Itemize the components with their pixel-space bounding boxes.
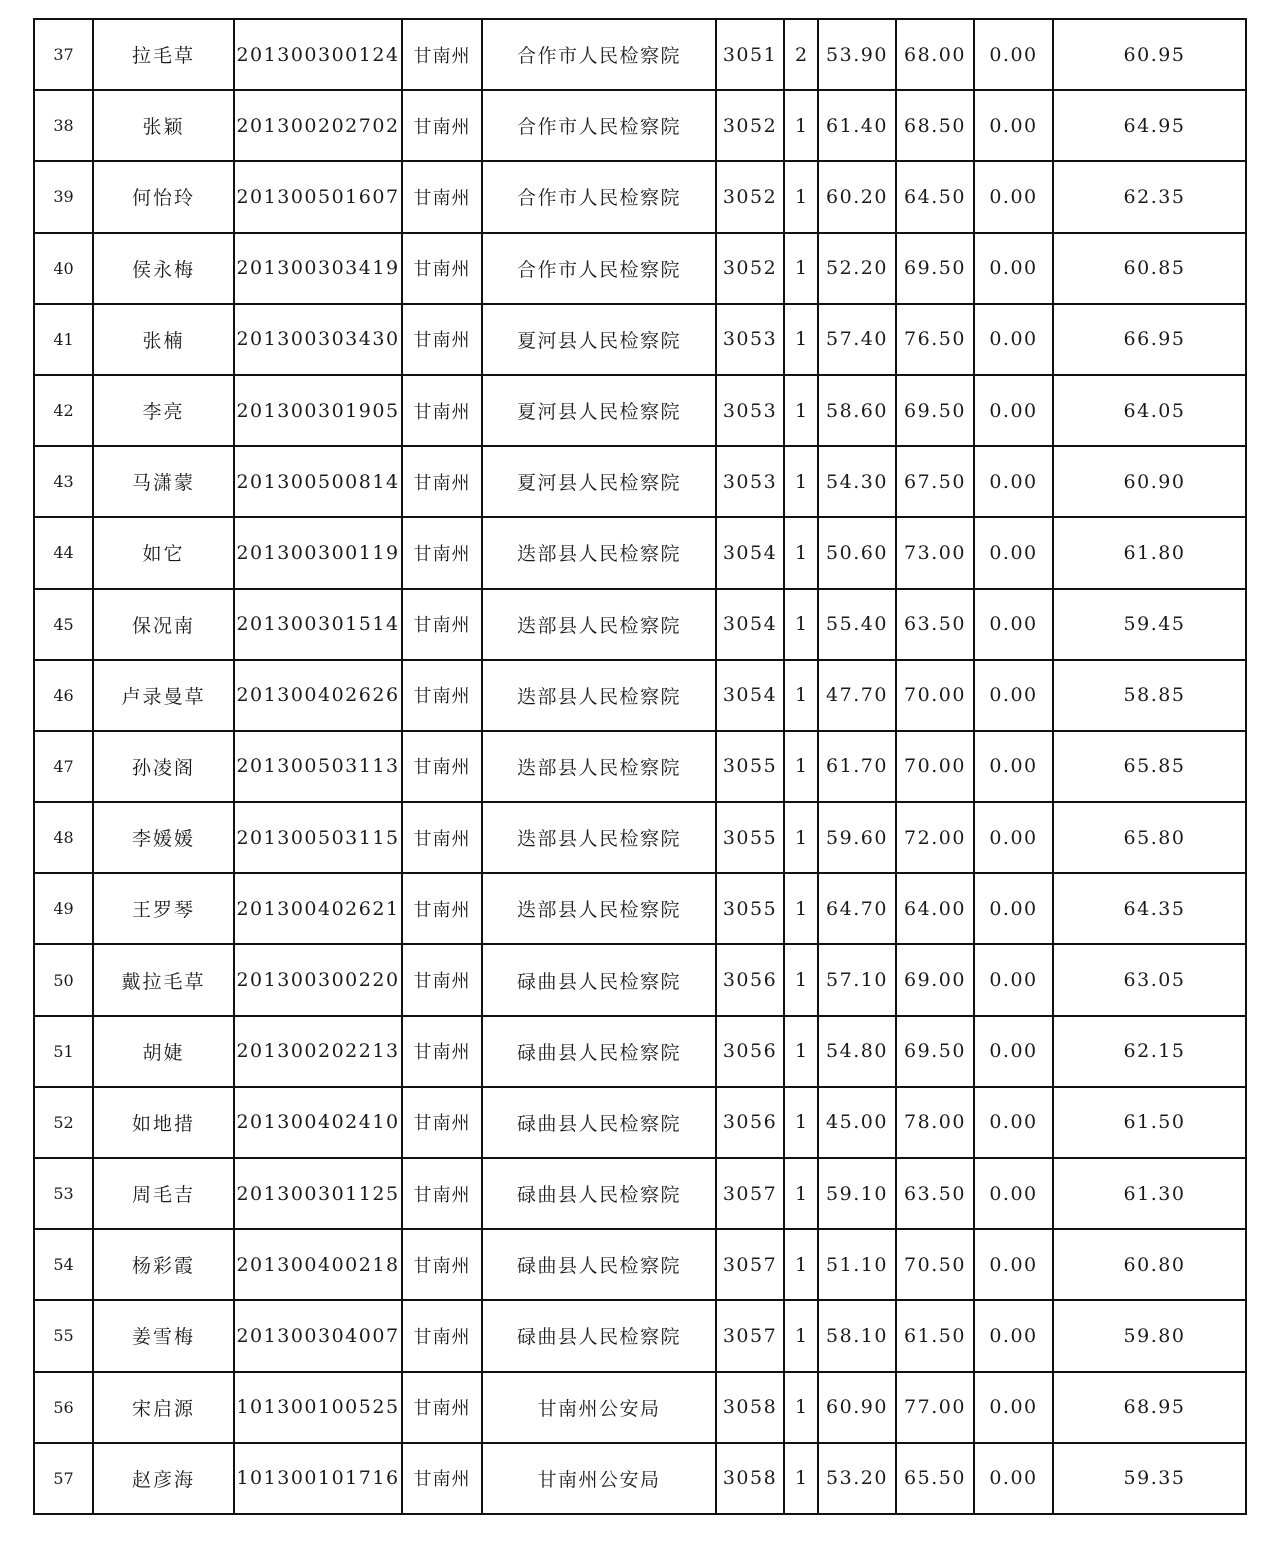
table-row — [34, 1087, 1246, 1158]
total-score-cell: 61.80 — [1053, 517, 1246, 588]
score-table-body — [34, 19, 1246, 1514]
position-code-cell: 3057 — [716, 1300, 784, 1371]
hiring-unit-cell: 甘南州公安局 — [482, 1443, 716, 1514]
candidate-name-cell: 何怡玲 — [93, 161, 234, 232]
written-score-cell: 57.10 — [818, 944, 896, 1015]
exam-id-cell: 201300503115 — [234, 802, 402, 873]
bonus-score-cell: 0.00 — [974, 1443, 1053, 1514]
hiring-unit-cell: 迭部县人民检察院 — [482, 873, 716, 944]
written-score-cell: 54.80 — [818, 1016, 896, 1087]
total-score-cell: 61.50 — [1053, 1087, 1246, 1158]
exam-id-cell: 201300202213 — [234, 1016, 402, 1087]
written-score-cell: 47.70 — [818, 660, 896, 731]
hiring-unit-cell: 夏河县人民检察院 — [482, 304, 716, 375]
table-row — [34, 1016, 1246, 1087]
exam-id-cell: 101300100525 — [234, 1372, 402, 1443]
candidate-name-cell: 杨彩霞 — [93, 1229, 234, 1300]
candidate-name-cell: 胡婕 — [93, 1016, 234, 1087]
position-code-cell: 3054 — [716, 660, 784, 731]
bonus-score-cell: 0.00 — [974, 161, 1053, 232]
position-code-cell: 3053 — [716, 304, 784, 375]
bonus-score-cell: 0.00 — [974, 1087, 1053, 1158]
recruit-count-cell: 1 — [784, 517, 818, 588]
total-score-cell: 63.05 — [1053, 944, 1246, 1015]
hiring-unit-cell: 迭部县人民检察院 — [482, 660, 716, 731]
candidate-name-cell: 马潇蒙 — [93, 446, 234, 517]
position-code-cell: 3052 — [716, 233, 784, 304]
row-number-cell: 56 — [34, 1372, 93, 1443]
exam-id-cell: 101300101716 — [234, 1443, 402, 1514]
total-score-cell: 66.95 — [1053, 304, 1246, 375]
recruit-count-cell: 1 — [784, 446, 818, 517]
prefecture-cell: 甘南州 — [402, 1300, 482, 1371]
row-number-cell: 40 — [34, 233, 93, 304]
table-row — [34, 233, 1246, 304]
row-number-cell: 44 — [34, 517, 93, 588]
position-code-cell: 3057 — [716, 1158, 784, 1229]
bonus-score-cell: 0.00 — [974, 517, 1053, 588]
interview-score-cell: 69.50 — [896, 1016, 974, 1087]
written-score-cell: 55.40 — [818, 589, 896, 660]
exam-id-cell: 201300301125 — [234, 1158, 402, 1229]
recruit-count-cell: 1 — [784, 304, 818, 375]
written-score-cell: 58.10 — [818, 1300, 896, 1371]
total-score-cell: 62.15 — [1053, 1016, 1246, 1087]
position-code-cell: 3058 — [716, 1443, 784, 1514]
total-score-cell: 59.45 — [1053, 589, 1246, 660]
row-number-cell: 48 — [34, 802, 93, 873]
interview-score-cell: 76.50 — [896, 304, 974, 375]
exam-id-cell: 201300303419 — [234, 233, 402, 304]
interview-score-cell: 72.00 — [896, 802, 974, 873]
bonus-score-cell: 0.00 — [974, 589, 1053, 660]
hiring-unit-cell: 迭部县人民检察院 — [482, 517, 716, 588]
total-score-cell: 68.95 — [1053, 1372, 1246, 1443]
candidate-name-cell: 赵彦海 — [93, 1443, 234, 1514]
position-code-cell: 3055 — [716, 802, 784, 873]
total-score-cell: 65.85 — [1053, 731, 1246, 802]
total-score-cell: 60.95 — [1053, 19, 1246, 90]
candidate-name-cell: 李亮 — [93, 375, 234, 446]
candidate-name-cell: 张楠 — [93, 304, 234, 375]
bonus-score-cell: 0.00 — [974, 1300, 1053, 1371]
recruit-count-cell: 1 — [784, 1158, 818, 1229]
interview-score-cell: 61.50 — [896, 1300, 974, 1371]
table-row — [34, 90, 1246, 161]
candidate-name-cell: 如它 — [93, 517, 234, 588]
position-code-cell: 3054 — [716, 517, 784, 588]
candidate-name-cell: 宋启源 — [93, 1372, 234, 1443]
row-number-cell: 43 — [34, 446, 93, 517]
prefecture-cell: 甘南州 — [402, 731, 482, 802]
table-row — [34, 1158, 1246, 1229]
candidate-name-cell: 王罗琴 — [93, 873, 234, 944]
written-score-cell: 50.60 — [818, 517, 896, 588]
interview-score-cell: 70.00 — [896, 660, 974, 731]
prefecture-cell: 甘南州 — [402, 1443, 482, 1514]
row-number-cell: 37 — [34, 19, 93, 90]
exam-id-cell: 201300300124 — [234, 19, 402, 90]
position-code-cell: 3056 — [716, 1087, 784, 1158]
written-score-cell: 53.90 — [818, 19, 896, 90]
total-score-cell: 60.80 — [1053, 1229, 1246, 1300]
hiring-unit-cell: 迭部县人民检察院 — [482, 802, 716, 873]
candidate-name-cell: 周毛吉 — [93, 1158, 234, 1229]
interview-score-cell: 68.50 — [896, 90, 974, 161]
row-number-cell: 49 — [34, 873, 93, 944]
recruit-count-cell: 1 — [784, 802, 818, 873]
hiring-unit-cell: 合作市人民检察院 — [482, 90, 716, 161]
prefecture-cell: 甘南州 — [402, 19, 482, 90]
interview-score-cell: 67.50 — [896, 446, 974, 517]
written-score-cell: 59.10 — [818, 1158, 896, 1229]
bonus-score-cell: 0.00 — [974, 233, 1053, 304]
table-row — [34, 517, 1246, 588]
total-score-cell: 65.80 — [1053, 802, 1246, 873]
total-score-cell: 60.90 — [1053, 446, 1246, 517]
position-code-cell: 3054 — [716, 589, 784, 660]
interview-score-cell: 64.50 — [896, 161, 974, 232]
total-score-cell: 58.85 — [1053, 660, 1246, 731]
table-row — [34, 1229, 1246, 1300]
prefecture-cell: 甘南州 — [402, 660, 482, 731]
recruit-count-cell: 1 — [784, 1372, 818, 1443]
candidate-name-cell: 卢录曼草 — [93, 660, 234, 731]
prefecture-cell: 甘南州 — [402, 446, 482, 517]
recruit-count-cell: 2 — [784, 19, 818, 90]
total-score-cell: 64.05 — [1053, 375, 1246, 446]
hiring-unit-cell: 甘南州公安局 — [482, 1372, 716, 1443]
interview-score-cell: 63.50 — [896, 1158, 974, 1229]
table-row — [34, 161, 1246, 232]
row-number-cell: 53 — [34, 1158, 93, 1229]
table-row — [34, 731, 1246, 802]
bonus-score-cell: 0.00 — [974, 446, 1053, 517]
table-row — [34, 944, 1246, 1015]
hiring-unit-cell: 碌曲县人民检察院 — [482, 944, 716, 1015]
position-code-cell: 3058 — [716, 1372, 784, 1443]
exam-id-cell: 201300301514 — [234, 589, 402, 660]
written-score-cell: 51.10 — [818, 1229, 896, 1300]
hiring-unit-cell: 碌曲县人民检察院 — [482, 1229, 716, 1300]
prefecture-cell: 甘南州 — [402, 1229, 482, 1300]
interview-score-cell: 77.00 — [896, 1372, 974, 1443]
bonus-score-cell: 0.00 — [974, 944, 1053, 1015]
position-code-cell: 3056 — [716, 944, 784, 1015]
hiring-unit-cell: 碌曲县人民检察院 — [482, 1016, 716, 1087]
candidate-name-cell: 保况南 — [93, 589, 234, 660]
table-row — [34, 1372, 1246, 1443]
exam-id-cell: 201300402621 — [234, 873, 402, 944]
score-table-container — [33, 18, 1245, 1515]
row-number-cell: 52 — [34, 1087, 93, 1158]
bonus-score-cell: 0.00 — [974, 1158, 1053, 1229]
hiring-unit-cell: 合作市人民检察院 — [482, 19, 716, 90]
bonus-score-cell: 0.00 — [974, 375, 1053, 446]
position-code-cell: 3056 — [716, 1016, 784, 1087]
row-number-cell: 39 — [34, 161, 93, 232]
candidate-name-cell: 姜雪梅 — [93, 1300, 234, 1371]
bonus-score-cell: 0.00 — [974, 304, 1053, 375]
total-score-cell: 59.35 — [1053, 1443, 1246, 1514]
score-table — [33, 18, 1247, 1515]
written-score-cell: 53.20 — [818, 1443, 896, 1514]
table-row — [34, 375, 1246, 446]
bonus-score-cell: 0.00 — [974, 802, 1053, 873]
interview-score-cell: 65.50 — [896, 1443, 974, 1514]
hiring-unit-cell: 夏河县人民检察院 — [482, 446, 716, 517]
bonus-score-cell: 0.00 — [974, 873, 1053, 944]
written-score-cell: 64.70 — [818, 873, 896, 944]
hiring-unit-cell: 迭部县人民检察院 — [482, 731, 716, 802]
candidate-name-cell: 侯永梅 — [93, 233, 234, 304]
recruit-count-cell: 1 — [784, 873, 818, 944]
exam-id-cell: 201300503113 — [234, 731, 402, 802]
interview-score-cell: 69.00 — [896, 944, 974, 1015]
written-score-cell: 60.20 — [818, 161, 896, 232]
written-score-cell: 45.00 — [818, 1087, 896, 1158]
recruit-count-cell: 1 — [784, 660, 818, 731]
interview-score-cell: 73.00 — [896, 517, 974, 588]
table-row — [34, 19, 1246, 90]
prefecture-cell: 甘南州 — [402, 233, 482, 304]
table-row — [34, 873, 1246, 944]
position-code-cell: 3052 — [716, 161, 784, 232]
interview-score-cell: 70.00 — [896, 731, 974, 802]
position-code-cell: 3053 — [716, 446, 784, 517]
prefecture-cell: 甘南州 — [402, 1087, 482, 1158]
prefecture-cell: 甘南州 — [402, 589, 482, 660]
table-row — [34, 446, 1246, 517]
recruit-count-cell: 1 — [784, 1016, 818, 1087]
total-score-cell: 64.95 — [1053, 90, 1246, 161]
row-number-cell: 46 — [34, 660, 93, 731]
hiring-unit-cell: 合作市人民检察院 — [482, 233, 716, 304]
prefecture-cell: 甘南州 — [402, 1016, 482, 1087]
hiring-unit-cell: 碌曲县人民检察院 — [482, 1158, 716, 1229]
position-code-cell: 3055 — [716, 731, 784, 802]
interview-score-cell: 63.50 — [896, 589, 974, 660]
interview-score-cell: 78.00 — [896, 1087, 974, 1158]
row-number-cell: 38 — [34, 90, 93, 161]
written-score-cell: 58.60 — [818, 375, 896, 446]
hiring-unit-cell: 碌曲县人民检察院 — [482, 1087, 716, 1158]
row-number-cell: 41 — [34, 304, 93, 375]
position-code-cell: 3051 — [716, 19, 784, 90]
prefecture-cell: 甘南州 — [402, 1158, 482, 1229]
exam-id-cell: 201300300119 — [234, 517, 402, 588]
row-number-cell: 45 — [34, 589, 93, 660]
position-code-cell: 3057 — [716, 1229, 784, 1300]
recruit-count-cell: 1 — [784, 161, 818, 232]
row-number-cell: 54 — [34, 1229, 93, 1300]
candidate-name-cell: 张颖 — [93, 90, 234, 161]
prefecture-cell: 甘南州 — [402, 90, 482, 161]
prefecture-cell: 甘南州 — [402, 873, 482, 944]
bonus-score-cell: 0.00 — [974, 1229, 1053, 1300]
position-code-cell: 3053 — [716, 375, 784, 446]
total-score-cell: 59.80 — [1053, 1300, 1246, 1371]
row-number-cell: 42 — [34, 375, 93, 446]
written-score-cell: 52.20 — [818, 233, 896, 304]
bonus-score-cell: 0.00 — [974, 731, 1053, 802]
recruit-count-cell: 1 — [784, 233, 818, 304]
prefecture-cell: 甘南州 — [402, 944, 482, 1015]
interview-score-cell: 69.50 — [896, 233, 974, 304]
candidate-name-cell: 李媛媛 — [93, 802, 234, 873]
exam-id-cell: 201300500814 — [234, 446, 402, 517]
total-score-cell: 61.30 — [1053, 1158, 1246, 1229]
hiring-unit-cell: 夏河县人民检察院 — [482, 375, 716, 446]
table-row — [34, 660, 1246, 731]
exam-id-cell: 201300303430 — [234, 304, 402, 375]
interview-score-cell: 68.00 — [896, 19, 974, 90]
position-code-cell: 3052 — [716, 90, 784, 161]
prefecture-cell: 甘南州 — [402, 304, 482, 375]
bonus-score-cell: 0.00 — [974, 1016, 1053, 1087]
candidate-name-cell: 拉毛草 — [93, 19, 234, 90]
prefecture-cell: 甘南州 — [402, 1372, 482, 1443]
recruit-count-cell: 1 — [784, 1443, 818, 1514]
recruit-count-cell: 1 — [784, 90, 818, 161]
exam-id-cell: 201300400218 — [234, 1229, 402, 1300]
table-row — [34, 304, 1246, 375]
bonus-score-cell: 0.00 — [974, 90, 1053, 161]
exam-id-cell: 201300402410 — [234, 1087, 402, 1158]
interview-score-cell: 69.50 — [896, 375, 974, 446]
written-score-cell: 54.30 — [818, 446, 896, 517]
written-score-cell: 59.60 — [818, 802, 896, 873]
exam-id-cell: 201300300220 — [234, 944, 402, 1015]
interview-score-cell: 64.00 — [896, 873, 974, 944]
table-row — [34, 589, 1246, 660]
bonus-score-cell: 0.00 — [974, 660, 1053, 731]
total-score-cell: 62.35 — [1053, 161, 1246, 232]
recruit-count-cell: 1 — [784, 1087, 818, 1158]
exam-id-cell: 201300402626 — [234, 660, 402, 731]
written-score-cell: 61.40 — [818, 90, 896, 161]
interview-score-cell: 70.50 — [896, 1229, 974, 1300]
total-score-cell: 60.85 — [1053, 233, 1246, 304]
recruit-count-cell: 1 — [784, 589, 818, 660]
prefecture-cell: 甘南州 — [402, 802, 482, 873]
recruit-count-cell: 1 — [784, 375, 818, 446]
row-number-cell: 51 — [34, 1016, 93, 1087]
table-row — [34, 1300, 1246, 1371]
recruit-count-cell: 1 — [784, 1300, 818, 1371]
bonus-score-cell: 0.00 — [974, 19, 1053, 90]
candidate-name-cell: 戴拉毛草 — [93, 944, 234, 1015]
recruit-count-cell: 1 — [784, 731, 818, 802]
written-score-cell: 60.90 — [818, 1372, 896, 1443]
exam-id-cell: 201300501607 — [234, 161, 402, 232]
prefecture-cell: 甘南州 — [402, 517, 482, 588]
written-score-cell: 57.40 — [818, 304, 896, 375]
total-score-cell: 64.35 — [1053, 873, 1246, 944]
row-number-cell: 47 — [34, 731, 93, 802]
written-score-cell: 61.70 — [818, 731, 896, 802]
candidate-name-cell: 如地措 — [93, 1087, 234, 1158]
row-number-cell: 57 — [34, 1443, 93, 1514]
exam-id-cell: 201300202702 — [234, 90, 402, 161]
recruit-count-cell: 1 — [784, 944, 818, 1015]
hiring-unit-cell: 碌曲县人民检察院 — [482, 1300, 716, 1371]
hiring-unit-cell: 迭部县人民检察院 — [482, 589, 716, 660]
prefecture-cell: 甘南州 — [402, 375, 482, 446]
table-row — [34, 802, 1246, 873]
recruit-count-cell: 1 — [784, 1229, 818, 1300]
row-number-cell: 50 — [34, 944, 93, 1015]
prefecture-cell: 甘南州 — [402, 161, 482, 232]
candidate-name-cell: 孙凌阁 — [93, 731, 234, 802]
table-row — [34, 1443, 1246, 1514]
hiring-unit-cell: 合作市人民检察院 — [482, 161, 716, 232]
row-number-cell: 55 — [34, 1300, 93, 1371]
exam-id-cell: 201300304007 — [234, 1300, 402, 1371]
bonus-score-cell: 0.00 — [974, 1372, 1053, 1443]
exam-id-cell: 201300301905 — [234, 375, 402, 446]
position-code-cell: 3055 — [716, 873, 784, 944]
